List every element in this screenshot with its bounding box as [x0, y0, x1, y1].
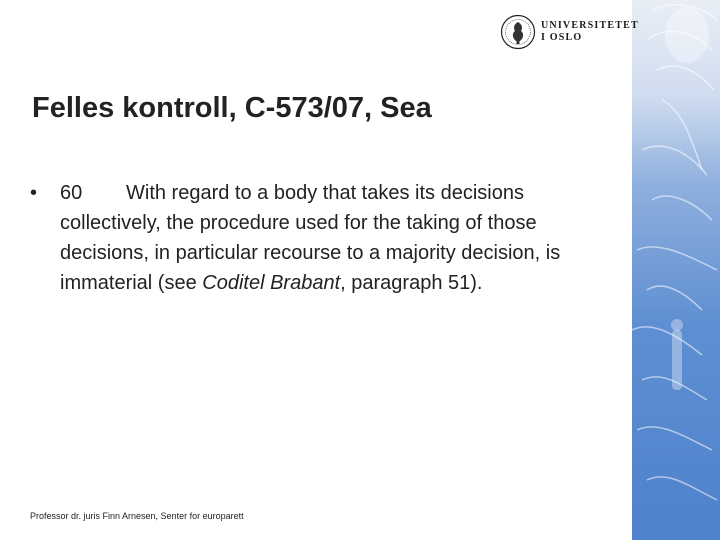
statue-illustration [632, 0, 720, 540]
decorative-side-band [632, 0, 720, 540]
university-name-line1: UNIVERSITETET [541, 20, 639, 31]
university-seal-icon [500, 14, 536, 50]
paragraph-number: 60 [60, 182, 83, 204]
paragraph-text-end: , paragraph 51). [340, 272, 483, 294]
paragraph-text-start: With regard to a body that takes its decisions collectively, the procedure used for the taking of those decisions, in particular recourse to a majority decision, is immaterial (see [60, 182, 561, 294]
university-name [541, 20, 639, 44]
bullet-paragraph [30, 178, 630, 298]
slide-title: Felles kontroll, C-573/07, Sea [32, 92, 432, 124]
case-name: Coditel Brabant [202, 272, 341, 294]
university-name-line2: I OSLO [541, 32, 583, 43]
slide-footer: Professor dr. juris Finn Arnesen, Senter for europarett [30, 511, 244, 521]
university-logo[interactable] [500, 12, 639, 52]
slide-body [30, 178, 630, 298]
bullet-marker: • [30, 182, 38, 204]
